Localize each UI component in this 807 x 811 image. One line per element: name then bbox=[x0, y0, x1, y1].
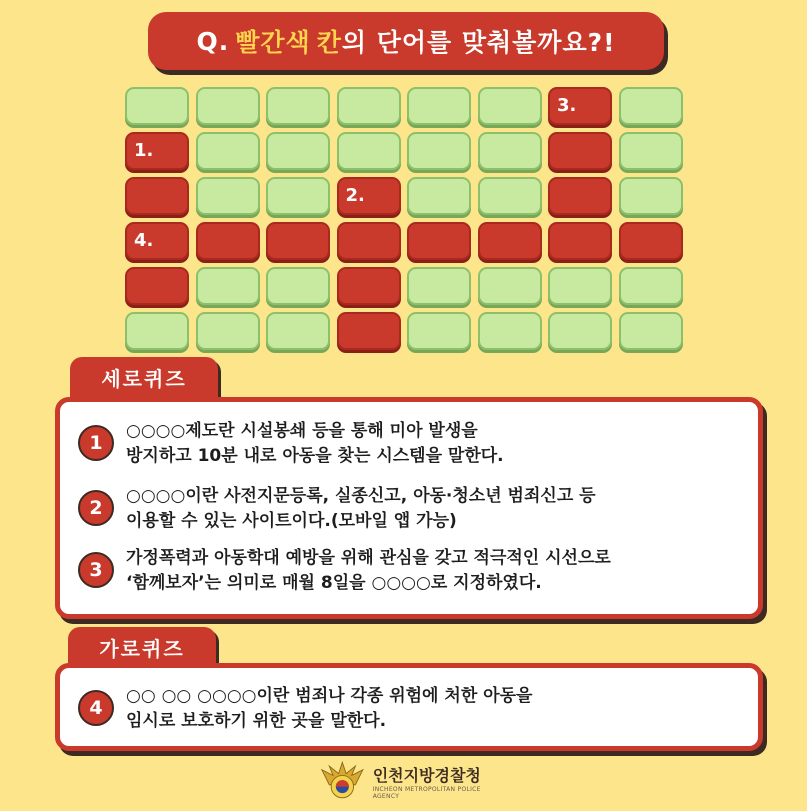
green-cell bbox=[407, 312, 471, 350]
cell-number-label: 4. bbox=[134, 230, 154, 251]
green-cell bbox=[548, 312, 612, 350]
vertical-question-2 bbox=[78, 484, 756, 534]
crossword-grid bbox=[125, 87, 683, 350]
cell-number-label: 1. bbox=[134, 140, 154, 161]
horizontal-quiz-box bbox=[55, 663, 763, 751]
green-cell bbox=[125, 87, 189, 125]
question-number-badge: 4 bbox=[78, 690, 114, 726]
horizontal-question-4 bbox=[78, 684, 756, 734]
red-cell bbox=[548, 177, 612, 215]
green-cell bbox=[478, 87, 542, 125]
vertical-quiz-title: 세로퀴즈 bbox=[101, 366, 187, 391]
green-cell bbox=[266, 312, 330, 350]
green-cell bbox=[125, 312, 189, 350]
red-cell bbox=[337, 177, 401, 215]
quiz-title bbox=[148, 12, 664, 70]
green-cell bbox=[196, 267, 260, 305]
cell-number-label: 3. bbox=[557, 95, 577, 116]
cell-number-label: 2. bbox=[345, 185, 365, 206]
green-cell bbox=[619, 177, 683, 215]
green-cell bbox=[337, 87, 401, 125]
question-text: ○○○○제도란 시설봉쇄 등을 통해 미아 발생을 방지하고 10분 내로 아동을 찾는 시스템을 말한다. bbox=[126, 421, 504, 466]
question-text: ○○○○이란 사전지문등록, 실종신고, 아동·청소년 범죄신고 등 이용할 수 있는 사이트이다.(모바일 앱 가능) bbox=[126, 486, 596, 531]
red-cell bbox=[619, 222, 683, 260]
green-cell bbox=[407, 177, 471, 215]
red-cell bbox=[337, 267, 401, 305]
title-suffix: 의 단어를 맞춰볼까요?! bbox=[341, 28, 616, 57]
green-cell bbox=[619, 87, 683, 125]
logo-name: 인천지방경찰청 bbox=[372, 765, 481, 785]
red-cell bbox=[407, 222, 471, 260]
title-highlight-cell: 칸 bbox=[316, 28, 342, 57]
horizontal-quiz-tab bbox=[68, 627, 216, 667]
question-number-badge: 1 bbox=[78, 425, 114, 461]
red-cell bbox=[337, 222, 401, 260]
vertical-question-3 bbox=[78, 546, 756, 596]
question-text: 가정폭력과 아동학대 예방을 위해 관심을 갖고 적극적인 시선으로 ‘함께보자’는 의미로 매월 8일을 ○○○○로 지정하였다. bbox=[126, 548, 611, 593]
question-text: ○○ ○○ ○○○○이란 범죄나 각종 위험에 처한 아동을 임시로 보호하기 위한 곳을 말한다. bbox=[126, 686, 533, 731]
green-cell bbox=[619, 312, 683, 350]
question-number-badge: 2 bbox=[78, 490, 114, 526]
green-cell bbox=[337, 132, 401, 170]
green-cell bbox=[619, 267, 683, 305]
green-cell bbox=[196, 177, 260, 215]
green-cell bbox=[266, 132, 330, 170]
green-cell bbox=[478, 177, 542, 215]
red-cell bbox=[125, 177, 189, 215]
green-cell bbox=[196, 132, 260, 170]
green-cell bbox=[478, 132, 542, 170]
green-cell bbox=[266, 177, 330, 215]
title-prefix: Q. bbox=[196, 26, 230, 56]
police-emblem-icon bbox=[320, 759, 365, 803]
green-cell bbox=[548, 267, 612, 305]
green-cell bbox=[407, 132, 471, 170]
red-cell bbox=[196, 222, 260, 260]
logo-subtitle: INCHEON METROPOLITAN POLICE AGENCY bbox=[372, 785, 481, 800]
green-cell bbox=[266, 87, 330, 125]
green-cell bbox=[196, 87, 260, 125]
red-cell bbox=[337, 312, 401, 350]
red-cell bbox=[548, 87, 612, 125]
title-highlight-red: 빨간색 bbox=[235, 28, 311, 57]
green-cell bbox=[478, 312, 542, 350]
vertical-question-1 bbox=[78, 419, 756, 469]
red-cell bbox=[266, 222, 330, 260]
green-cell bbox=[407, 267, 471, 305]
red-cell bbox=[125, 267, 189, 305]
red-cell bbox=[125, 222, 189, 260]
green-cell bbox=[478, 267, 542, 305]
question-number-badge: 3 bbox=[78, 552, 114, 588]
green-cell bbox=[407, 87, 471, 125]
horizontal-quiz-title: 가로퀴즈 bbox=[99, 636, 185, 661]
vertical-quiz-box bbox=[55, 397, 763, 619]
red-cell bbox=[548, 222, 612, 260]
green-cell bbox=[619, 132, 683, 170]
vertical-quiz-tab bbox=[70, 357, 218, 397]
red-cell bbox=[478, 222, 542, 260]
green-cell bbox=[196, 312, 260, 350]
red-cell bbox=[125, 132, 189, 170]
green-cell bbox=[266, 267, 330, 305]
police-agency-logo bbox=[320, 758, 500, 804]
red-cell bbox=[548, 132, 612, 170]
